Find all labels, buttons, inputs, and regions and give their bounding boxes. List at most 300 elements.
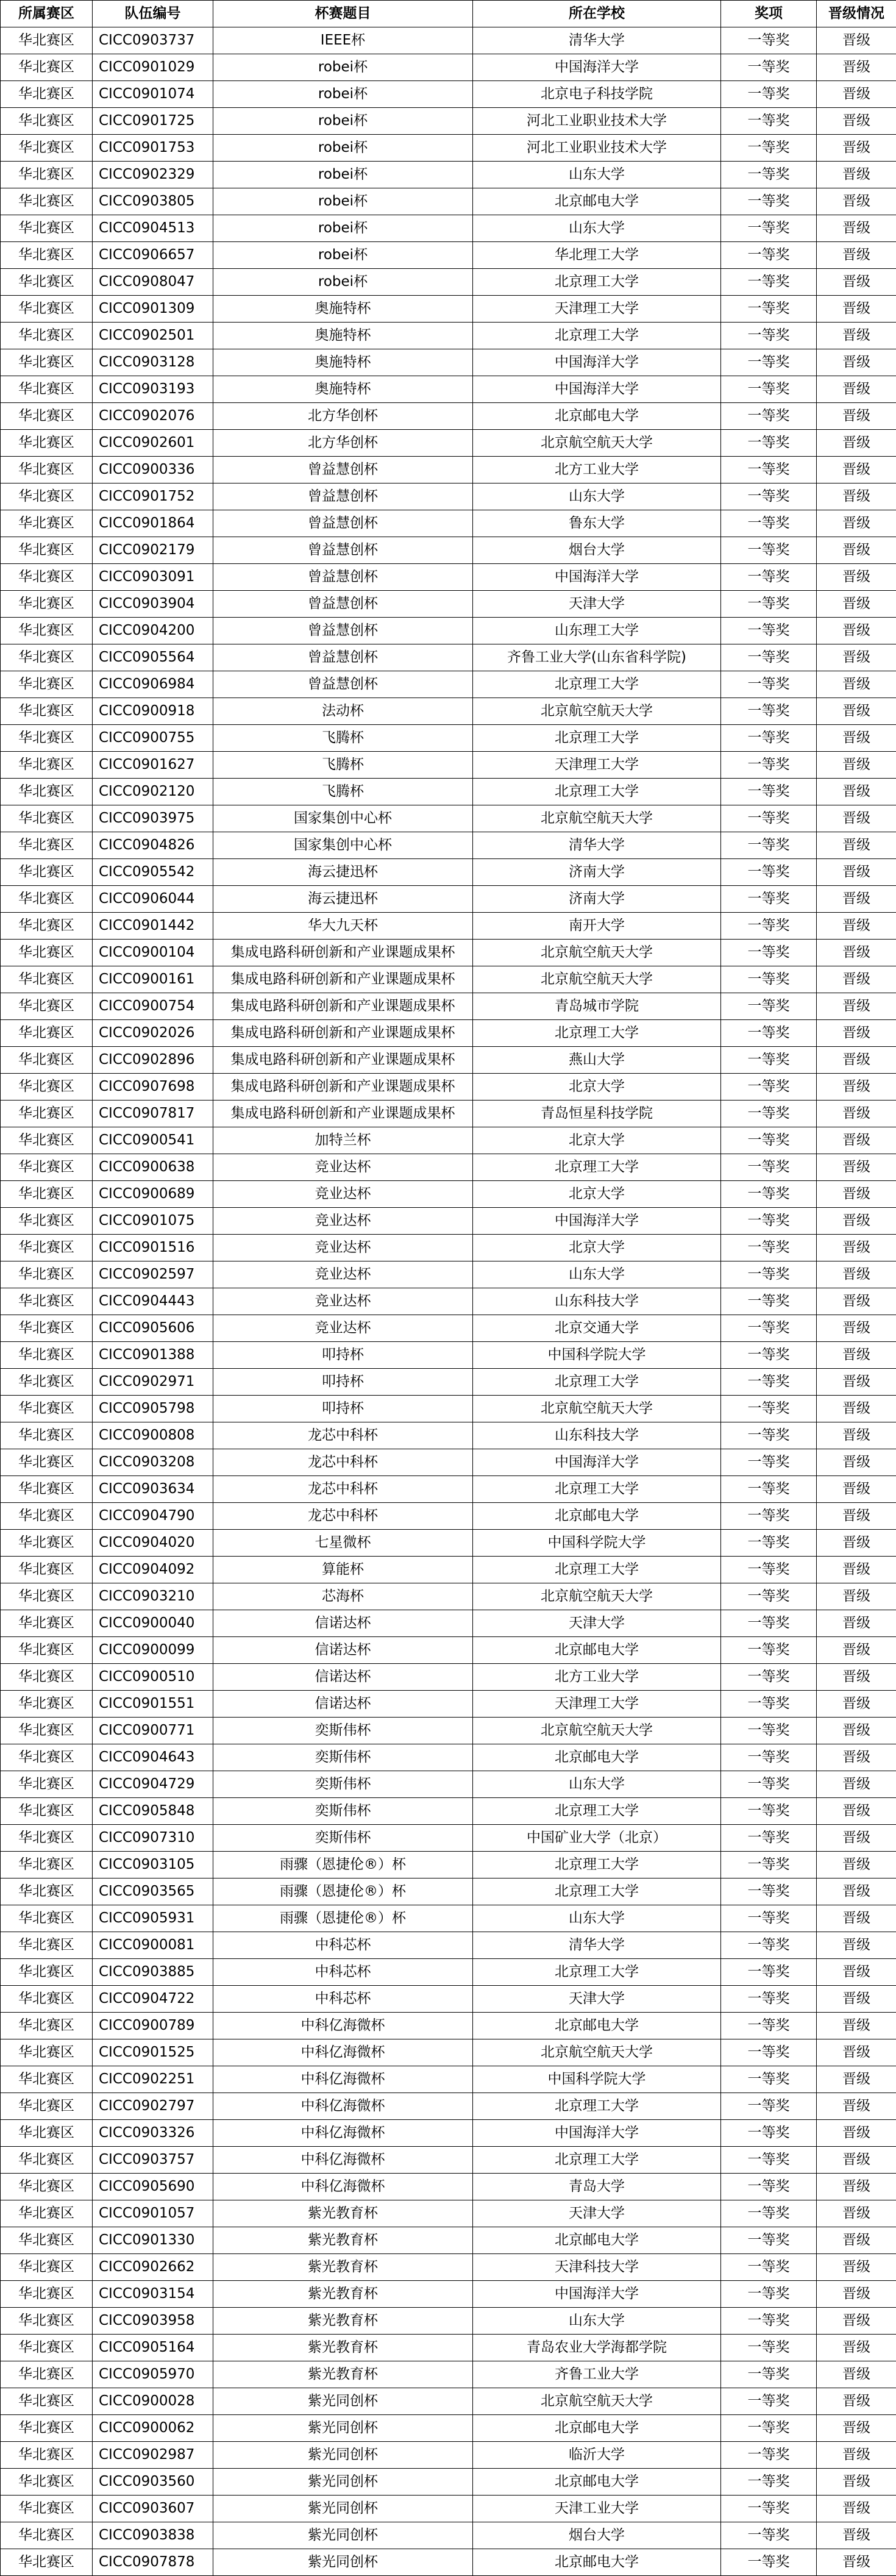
team-id-cell: CICC0901074 bbox=[93, 81, 213, 108]
school-cell: 北京邮电大学 bbox=[473, 2227, 721, 2254]
advancement-cell: 晋级 bbox=[817, 1959, 896, 1986]
team-id-cell: CICC0904826 bbox=[93, 832, 213, 859]
cup-topic-cell: 雨骤（恩捷伦®）杯 bbox=[213, 1878, 473, 1905]
cup-topic-cell: 奥施特杯 bbox=[213, 296, 473, 323]
advancement-cell: 晋级 bbox=[817, 1798, 896, 1825]
advancement-cell: 晋级 bbox=[817, 644, 896, 671]
team-id-cell: CICC0900754 bbox=[93, 993, 213, 1020]
team-id-cell: CICC0902076 bbox=[93, 403, 213, 430]
advancement-cell: 晋级 bbox=[817, 1396, 896, 1422]
cup-topic-cell: 集成电路科研创新和产业课题成果杯 bbox=[213, 1101, 473, 1127]
school-cell: 北京理工大学 bbox=[473, 269, 721, 296]
table-body bbox=[1, 27, 896, 2576]
award-cell: 一等奖 bbox=[721, 1932, 817, 1959]
advancement-cell: 晋级 bbox=[817, 1664, 896, 1691]
school-cell: 山东大学 bbox=[473, 162, 721, 188]
division-cell: 华北赛区 bbox=[1, 242, 93, 269]
table-row bbox=[1, 1047, 896, 1074]
cup-topic-cell: 中科亿海微杯 bbox=[213, 2147, 473, 2174]
team-id-cell: CICC0905970 bbox=[93, 2361, 213, 2388]
cup-topic-cell: robei杯 bbox=[213, 188, 473, 215]
advancement-cell: 晋级 bbox=[817, 269, 896, 296]
advancement-cell: 晋级 bbox=[817, 671, 896, 698]
team-id-cell: CICC0902329 bbox=[93, 162, 213, 188]
table-row bbox=[1, 1583, 896, 1610]
school-cell: 北京理工大学 bbox=[473, 1798, 721, 1825]
award-cell: 一等奖 bbox=[721, 296, 817, 323]
cup-topic-cell: robei杯 bbox=[213, 108, 473, 135]
school-cell: 中国海洋大学 bbox=[473, 1208, 721, 1235]
cup-topic-cell: robei杯 bbox=[213, 135, 473, 162]
division-cell: 华北赛区 bbox=[1, 349, 93, 376]
advancement-cell: 晋级 bbox=[817, 779, 896, 805]
school-cell: 北京邮电大学 bbox=[473, 1637, 721, 1664]
table-row bbox=[1, 1020, 896, 1047]
cup-topic-cell: 奥施特杯 bbox=[213, 349, 473, 376]
table-row bbox=[1, 1905, 896, 1932]
cup-topic-cell: 曾益慧创杯 bbox=[213, 510, 473, 537]
cup-topic-cell: robei杯 bbox=[213, 242, 473, 269]
division-cell: 华北赛区 bbox=[1, 913, 93, 940]
cup-topic-cell: 加特兰杯 bbox=[213, 1127, 473, 1154]
award-cell: 一等奖 bbox=[721, 403, 817, 430]
table-row bbox=[1, 832, 896, 859]
table-row bbox=[1, 1503, 896, 1530]
division-cell: 华北赛区 bbox=[1, 269, 93, 296]
school-cell: 河北工业职业技术大学 bbox=[473, 135, 721, 162]
advancement-cell: 晋级 bbox=[817, 1557, 896, 1583]
team-id-cell: CICC0900689 bbox=[93, 1181, 213, 1208]
school-cell: 北方工业大学 bbox=[473, 457, 721, 483]
team-id-cell: CICC0907878 bbox=[93, 2549, 213, 2576]
cup-topic-cell: 曾益慧创杯 bbox=[213, 644, 473, 671]
cup-topic-cell: 法动杯 bbox=[213, 698, 473, 725]
school-cell: 中国海洋大学 bbox=[473, 564, 721, 591]
table-row bbox=[1, 805, 896, 832]
table-row bbox=[1, 2549, 896, 2576]
table-row bbox=[1, 1744, 896, 1771]
team-id-cell: CICC0902179 bbox=[93, 537, 213, 564]
advancement-cell: 晋级 bbox=[817, 752, 896, 779]
table-row bbox=[1, 1637, 896, 1664]
award-cell: 一等奖 bbox=[721, 242, 817, 269]
advancement-cell: 晋级 bbox=[817, 135, 896, 162]
division-cell: 华北赛区 bbox=[1, 1610, 93, 1637]
table-row bbox=[1, 2254, 896, 2281]
table-row bbox=[1, 403, 896, 430]
award-cell: 一等奖 bbox=[721, 940, 817, 966]
cup-topic-cell: 信诺达杯 bbox=[213, 1610, 473, 1637]
school-cell: 北京航空航天大学 bbox=[473, 940, 721, 966]
table-row bbox=[1, 698, 896, 725]
school-cell: 北京航空航天大学 bbox=[473, 1583, 721, 1610]
table-row bbox=[1, 1530, 896, 1557]
advancement-cell: 晋级 bbox=[817, 2013, 896, 2039]
award-cell: 一等奖 bbox=[721, 537, 817, 564]
advancement-cell: 晋级 bbox=[817, 1583, 896, 1610]
school-cell: 北京邮电大学 bbox=[473, 403, 721, 430]
advancement-cell: 晋级 bbox=[817, 483, 896, 510]
advancement-cell: 晋级 bbox=[817, 618, 896, 644]
team-id-cell: CICC0905164 bbox=[93, 2335, 213, 2361]
cup-topic-cell: 芯海杯 bbox=[213, 1583, 473, 1610]
table-row bbox=[1, 1396, 896, 1422]
award-cell: 一等奖 bbox=[721, 1235, 817, 1261]
school-cell: 天津大学 bbox=[473, 1610, 721, 1637]
cup-topic-cell: 紫光教育杯 bbox=[213, 2254, 473, 2281]
table-row bbox=[1, 1127, 896, 1154]
school-cell: 烟台大学 bbox=[473, 2522, 721, 2549]
advancement-cell: 晋级 bbox=[817, 1637, 896, 1664]
advancement-cell: 晋级 bbox=[817, 215, 896, 242]
division-cell: 华北赛区 bbox=[1, 108, 93, 135]
advancement-cell: 晋级 bbox=[817, 1127, 896, 1154]
award-cell: 一等奖 bbox=[721, 805, 817, 832]
division-cell: 华北赛区 bbox=[1, 1074, 93, 1101]
division-cell: 华北赛区 bbox=[1, 1235, 93, 1261]
advancement-cell: 晋级 bbox=[817, 1610, 896, 1637]
division-cell: 华北赛区 bbox=[1, 188, 93, 215]
division-cell: 华北赛区 bbox=[1, 966, 93, 993]
team-id-cell: CICC0904200 bbox=[93, 618, 213, 644]
advancement-cell: 晋级 bbox=[817, 2522, 896, 2549]
award-cell: 一等奖 bbox=[721, 859, 817, 886]
team-id-cell: CICC0900104 bbox=[93, 940, 213, 966]
school-cell: 北京航空航天大学 bbox=[473, 430, 721, 457]
school-cell: 中国海洋大学 bbox=[473, 349, 721, 376]
team-id-cell: CICC0902251 bbox=[93, 2066, 213, 2093]
advancement-cell: 晋级 bbox=[817, 1825, 896, 1852]
table-row bbox=[1, 215, 896, 242]
school-cell: 临沂大学 bbox=[473, 2442, 721, 2469]
table-row bbox=[1, 1342, 896, 1369]
table-row bbox=[1, 1476, 896, 1503]
cup-topic-cell: 叩持杯 bbox=[213, 1342, 473, 1369]
school-cell: 北京理工大学 bbox=[473, 323, 721, 349]
award-cell: 一等奖 bbox=[721, 1530, 817, 1557]
advancement-cell: 晋级 bbox=[817, 1986, 896, 2013]
table-row bbox=[1, 2361, 896, 2388]
division-cell: 华北赛区 bbox=[1, 430, 93, 457]
advancement-cell: 晋级 bbox=[817, 403, 896, 430]
table-row bbox=[1, 1557, 896, 1583]
division-cell: 华北赛区 bbox=[1, 1208, 93, 1235]
award-cell: 一等奖 bbox=[721, 993, 817, 1020]
school-cell: 南开大学 bbox=[473, 913, 721, 940]
team-id-cell: CICC0903128 bbox=[93, 349, 213, 376]
division-cell: 华北赛区 bbox=[1, 2254, 93, 2281]
division-cell: 华北赛区 bbox=[1, 2147, 93, 2174]
cup-topic-cell: 海云捷迅杯 bbox=[213, 886, 473, 913]
school-cell: 北京理工大学 bbox=[473, 2147, 721, 2174]
school-cell: 山东科技大学 bbox=[473, 1422, 721, 1449]
cup-topic-cell: 紫光同创杯 bbox=[213, 2522, 473, 2549]
award-cell: 一等奖 bbox=[721, 913, 817, 940]
school-cell: 天津大学 bbox=[473, 1986, 721, 2013]
award-cell: 一等奖 bbox=[721, 2013, 817, 2039]
division-cell: 华北赛区 bbox=[1, 1530, 93, 1557]
division-cell: 华北赛区 bbox=[1, 1664, 93, 1691]
cup-topic-cell: IEEE杯 bbox=[213, 27, 473, 54]
advancement-cell: 晋级 bbox=[817, 1101, 896, 1127]
division-cell: 华北赛区 bbox=[1, 1932, 93, 1959]
advancement-cell: 晋级 bbox=[817, 993, 896, 1020]
cup-topic-cell: 紫光同创杯 bbox=[213, 2549, 473, 2576]
award-cell: 一等奖 bbox=[721, 725, 817, 752]
cup-topic-cell: 集成电路科研创新和产业课题成果杯 bbox=[213, 1074, 473, 1101]
division-cell: 华北赛区 bbox=[1, 2388, 93, 2415]
table-row bbox=[1, 2469, 896, 2496]
cup-topic-cell: robei杯 bbox=[213, 162, 473, 188]
cup-topic-cell: 龙芯中科杯 bbox=[213, 1449, 473, 1476]
division-cell: 华北赛区 bbox=[1, 457, 93, 483]
team-id-cell: CICC0902987 bbox=[93, 2442, 213, 2469]
division-cell: 华北赛区 bbox=[1, 2093, 93, 2120]
division-cell: 华北赛区 bbox=[1, 135, 93, 162]
team-id-cell: CICC0900099 bbox=[93, 1637, 213, 1664]
table-row bbox=[1, 296, 896, 323]
division-cell: 华北赛区 bbox=[1, 1288, 93, 1315]
col-header-team-id: 队伍编号 bbox=[93, 1, 213, 27]
cup-topic-cell: 华大九天杯 bbox=[213, 913, 473, 940]
advancement-cell: 晋级 bbox=[817, 1771, 896, 1798]
award-cell: 一等奖 bbox=[721, 215, 817, 242]
cup-topic-cell: 紫光教育杯 bbox=[213, 2308, 473, 2335]
cup-topic-cell: 曾益慧创杯 bbox=[213, 618, 473, 644]
advancement-cell: 晋级 bbox=[817, 2147, 896, 2174]
team-id-cell: CICC0902120 bbox=[93, 779, 213, 805]
cup-topic-cell: 雨骤（恩捷伦®）杯 bbox=[213, 1905, 473, 1932]
award-cell: 一等奖 bbox=[721, 162, 817, 188]
team-id-cell: CICC0907698 bbox=[93, 1074, 213, 1101]
team-id-cell: CICC0906044 bbox=[93, 886, 213, 913]
school-cell: 北京航空航天大学 bbox=[473, 2388, 721, 2415]
header-row bbox=[1, 1, 896, 27]
school-cell: 中国科学院大学 bbox=[473, 1530, 721, 1557]
cup-topic-cell: 奕斯伟杯 bbox=[213, 1771, 473, 1798]
school-cell: 北京理工大学 bbox=[473, 1959, 721, 1986]
division-cell: 华北赛区 bbox=[1, 1342, 93, 1369]
award-cell: 一等奖 bbox=[721, 698, 817, 725]
division-cell: 华北赛区 bbox=[1, 2308, 93, 2335]
table-row bbox=[1, 2522, 896, 2549]
advancement-cell: 晋级 bbox=[817, 1852, 896, 1878]
award-cell: 一等奖 bbox=[721, 1718, 817, 1744]
team-id-cell: CICC0902971 bbox=[93, 1369, 213, 1396]
cup-topic-cell: 紫光同创杯 bbox=[213, 2442, 473, 2469]
team-id-cell: CICC0901309 bbox=[93, 296, 213, 323]
division-cell: 华北赛区 bbox=[1, 2200, 93, 2227]
school-cell: 北京理工大学 bbox=[473, 725, 721, 752]
table-row bbox=[1, 2200, 896, 2227]
team-id-cell: CICC0902501 bbox=[93, 323, 213, 349]
col-header-cup-topic: 杯赛题目 bbox=[213, 1, 473, 27]
award-cell: 一等奖 bbox=[721, 108, 817, 135]
division-cell: 华北赛区 bbox=[1, 483, 93, 510]
team-id-cell: CICC0905542 bbox=[93, 859, 213, 886]
table-row bbox=[1, 2227, 896, 2254]
cup-topic-cell: 曾益慧创杯 bbox=[213, 591, 473, 618]
advancement-cell: 晋级 bbox=[817, 859, 896, 886]
division-cell: 华北赛区 bbox=[1, 2120, 93, 2147]
advancement-cell: 晋级 bbox=[817, 886, 896, 913]
school-cell: 山东大学 bbox=[473, 1905, 721, 1932]
advancement-cell: 晋级 bbox=[817, 537, 896, 564]
division-cell: 华北赛区 bbox=[1, 162, 93, 188]
team-id-cell: CICC0900062 bbox=[93, 2415, 213, 2442]
cup-topic-cell: 中科亿海微杯 bbox=[213, 2013, 473, 2039]
award-cell: 一等奖 bbox=[721, 1986, 817, 2013]
table-row bbox=[1, 1074, 896, 1101]
division-cell: 华北赛区 bbox=[1, 564, 93, 591]
school-cell: 北京理工大学 bbox=[473, 779, 721, 805]
team-id-cell: CICC0902797 bbox=[93, 2093, 213, 2120]
advancement-cell: 晋级 bbox=[817, 430, 896, 457]
division-cell: 华北赛区 bbox=[1, 671, 93, 698]
table-row bbox=[1, 886, 896, 913]
award-cell: 一等奖 bbox=[721, 1503, 817, 1530]
advancement-cell: 晋级 bbox=[817, 242, 896, 269]
award-cell: 一等奖 bbox=[721, 2281, 817, 2308]
award-cell: 一等奖 bbox=[721, 1208, 817, 1235]
table-row bbox=[1, 591, 896, 618]
team-id-cell: CICC0901753 bbox=[93, 135, 213, 162]
award-cell: 一等奖 bbox=[721, 323, 817, 349]
division-cell: 华北赛区 bbox=[1, 1476, 93, 1503]
award-cell: 一等奖 bbox=[721, 832, 817, 859]
award-cell: 一等奖 bbox=[721, 886, 817, 913]
cup-topic-cell: 集成电路科研创新和产业课题成果杯 bbox=[213, 1020, 473, 1047]
division-cell: 华北赛区 bbox=[1, 1369, 93, 1396]
table-row bbox=[1, 1986, 896, 2013]
advancement-cell: 晋级 bbox=[817, 1235, 896, 1261]
team-id-cell: CICC0903560 bbox=[93, 2469, 213, 2496]
table-row bbox=[1, 2415, 896, 2442]
table-row bbox=[1, 1691, 896, 1718]
team-id-cell: CICC0902601 bbox=[93, 430, 213, 457]
team-id-cell: CICC0900789 bbox=[93, 2013, 213, 2039]
school-cell: 天津科技大学 bbox=[473, 2254, 721, 2281]
award-cell: 一等奖 bbox=[721, 752, 817, 779]
school-cell: 清华大学 bbox=[473, 832, 721, 859]
advancement-cell: 晋级 bbox=[817, 1208, 896, 1235]
school-cell: 北京理工大学 bbox=[473, 1476, 721, 1503]
table-row bbox=[1, 1449, 896, 1476]
cup-topic-cell: 竞业达杯 bbox=[213, 1208, 473, 1235]
award-cell: 一等奖 bbox=[721, 966, 817, 993]
cup-topic-cell: 龙芯中科杯 bbox=[213, 1476, 473, 1503]
cup-topic-cell: 竞业达杯 bbox=[213, 1235, 473, 1261]
table-row bbox=[1, 1369, 896, 1396]
school-cell: 青岛城市学院 bbox=[473, 993, 721, 1020]
team-id-cell: CICC0901516 bbox=[93, 1235, 213, 1261]
division-cell: 华北赛区 bbox=[1, 1261, 93, 1288]
school-cell: 北京大学 bbox=[473, 1181, 721, 1208]
team-id-cell: CICC0905931 bbox=[93, 1905, 213, 1932]
school-cell: 北京理工大学 bbox=[473, 1852, 721, 1878]
award-cell: 一等奖 bbox=[721, 2039, 817, 2066]
table-row bbox=[1, 1422, 896, 1449]
team-id-cell: CICC0904643 bbox=[93, 1744, 213, 1771]
division-cell: 华北赛区 bbox=[1, 940, 93, 966]
cup-topic-cell: 中科亿海微杯 bbox=[213, 2120, 473, 2147]
school-cell: 北京理工大学 bbox=[473, 671, 721, 698]
school-cell: 天津工业大学 bbox=[473, 2496, 721, 2522]
award-cell: 一等奖 bbox=[721, 2227, 817, 2254]
division-cell: 华北赛区 bbox=[1, 1020, 93, 1047]
school-cell: 中国矿业大学（北京） bbox=[473, 1825, 721, 1852]
award-cell: 一等奖 bbox=[721, 2496, 817, 2522]
table-row bbox=[1, 993, 896, 1020]
cup-topic-cell: 紫光教育杯 bbox=[213, 2335, 473, 2361]
table-row bbox=[1, 54, 896, 81]
award-cell: 一等奖 bbox=[721, 2335, 817, 2361]
table-row bbox=[1, 1932, 896, 1959]
team-id-cell: CICC0900040 bbox=[93, 1610, 213, 1637]
cup-topic-cell: 中科亿海微杯 bbox=[213, 2039, 473, 2066]
advancement-cell: 晋级 bbox=[817, 349, 896, 376]
cup-topic-cell: 集成电路科研创新和产业课题成果杯 bbox=[213, 1047, 473, 1074]
division-cell: 华北赛区 bbox=[1, 779, 93, 805]
table-row bbox=[1, 1825, 896, 1852]
team-id-cell: CICC0903958 bbox=[93, 2308, 213, 2335]
school-cell: 济南大学 bbox=[473, 886, 721, 913]
col-header-advancement: 晋级情况 bbox=[817, 1, 896, 27]
table-row bbox=[1, 81, 896, 108]
award-cell: 一等奖 bbox=[721, 27, 817, 54]
cup-topic-cell: 信诺达杯 bbox=[213, 1664, 473, 1691]
award-cell: 一等奖 bbox=[721, 1959, 817, 1986]
school-cell: 济南大学 bbox=[473, 859, 721, 886]
advancement-cell: 晋级 bbox=[817, 162, 896, 188]
advancement-cell: 晋级 bbox=[817, 2442, 896, 2469]
team-id-cell: CICC0904790 bbox=[93, 1503, 213, 1530]
school-cell: 北京邮电大学 bbox=[473, 1503, 721, 1530]
division-cell: 华北赛区 bbox=[1, 1396, 93, 1422]
award-cell: 一等奖 bbox=[721, 1315, 817, 1342]
award-cell: 一等奖 bbox=[721, 1583, 817, 1610]
cup-topic-cell: 曾益慧创杯 bbox=[213, 537, 473, 564]
award-cell: 一等奖 bbox=[721, 591, 817, 618]
table-row bbox=[1, 2308, 896, 2335]
team-id-cell: CICC0901029 bbox=[93, 54, 213, 81]
table-row bbox=[1, 2496, 896, 2522]
award-cell: 一等奖 bbox=[721, 1878, 817, 1905]
team-id-cell: CICC0904092 bbox=[93, 1557, 213, 1583]
division-cell: 华北赛区 bbox=[1, 323, 93, 349]
school-cell: 北京大学 bbox=[473, 1074, 721, 1101]
cup-topic-cell: 集成电路科研创新和产业课题成果杯 bbox=[213, 966, 473, 993]
school-cell: 北方工业大学 bbox=[473, 1664, 721, 1691]
team-id-cell: CICC0903208 bbox=[93, 1449, 213, 1476]
table-row bbox=[1, 1235, 896, 1261]
school-cell: 北京理工大学 bbox=[473, 1154, 721, 1181]
team-id-cell: CICC0903737 bbox=[93, 27, 213, 54]
school-cell: 青岛农业大学海都学院 bbox=[473, 2335, 721, 2361]
team-id-cell: CICC0901442 bbox=[93, 913, 213, 940]
cup-topic-cell: 龙芯中科杯 bbox=[213, 1503, 473, 1530]
school-cell: 中国科学院大学 bbox=[473, 2066, 721, 2093]
school-cell: 齐鲁工业大学(山东省科学院) bbox=[473, 644, 721, 671]
team-id-cell: CICC0900638 bbox=[93, 1154, 213, 1181]
team-id-cell: CICC0903885 bbox=[93, 1959, 213, 1986]
division-cell: 华北赛区 bbox=[1, 1691, 93, 1718]
advancement-cell: 晋级 bbox=[817, 108, 896, 135]
division-cell: 华北赛区 bbox=[1, 1986, 93, 2013]
award-cell: 一等奖 bbox=[721, 1610, 817, 1637]
division-cell: 华北赛区 bbox=[1, 2335, 93, 2361]
advancement-cell: 晋级 bbox=[817, 1691, 896, 1718]
